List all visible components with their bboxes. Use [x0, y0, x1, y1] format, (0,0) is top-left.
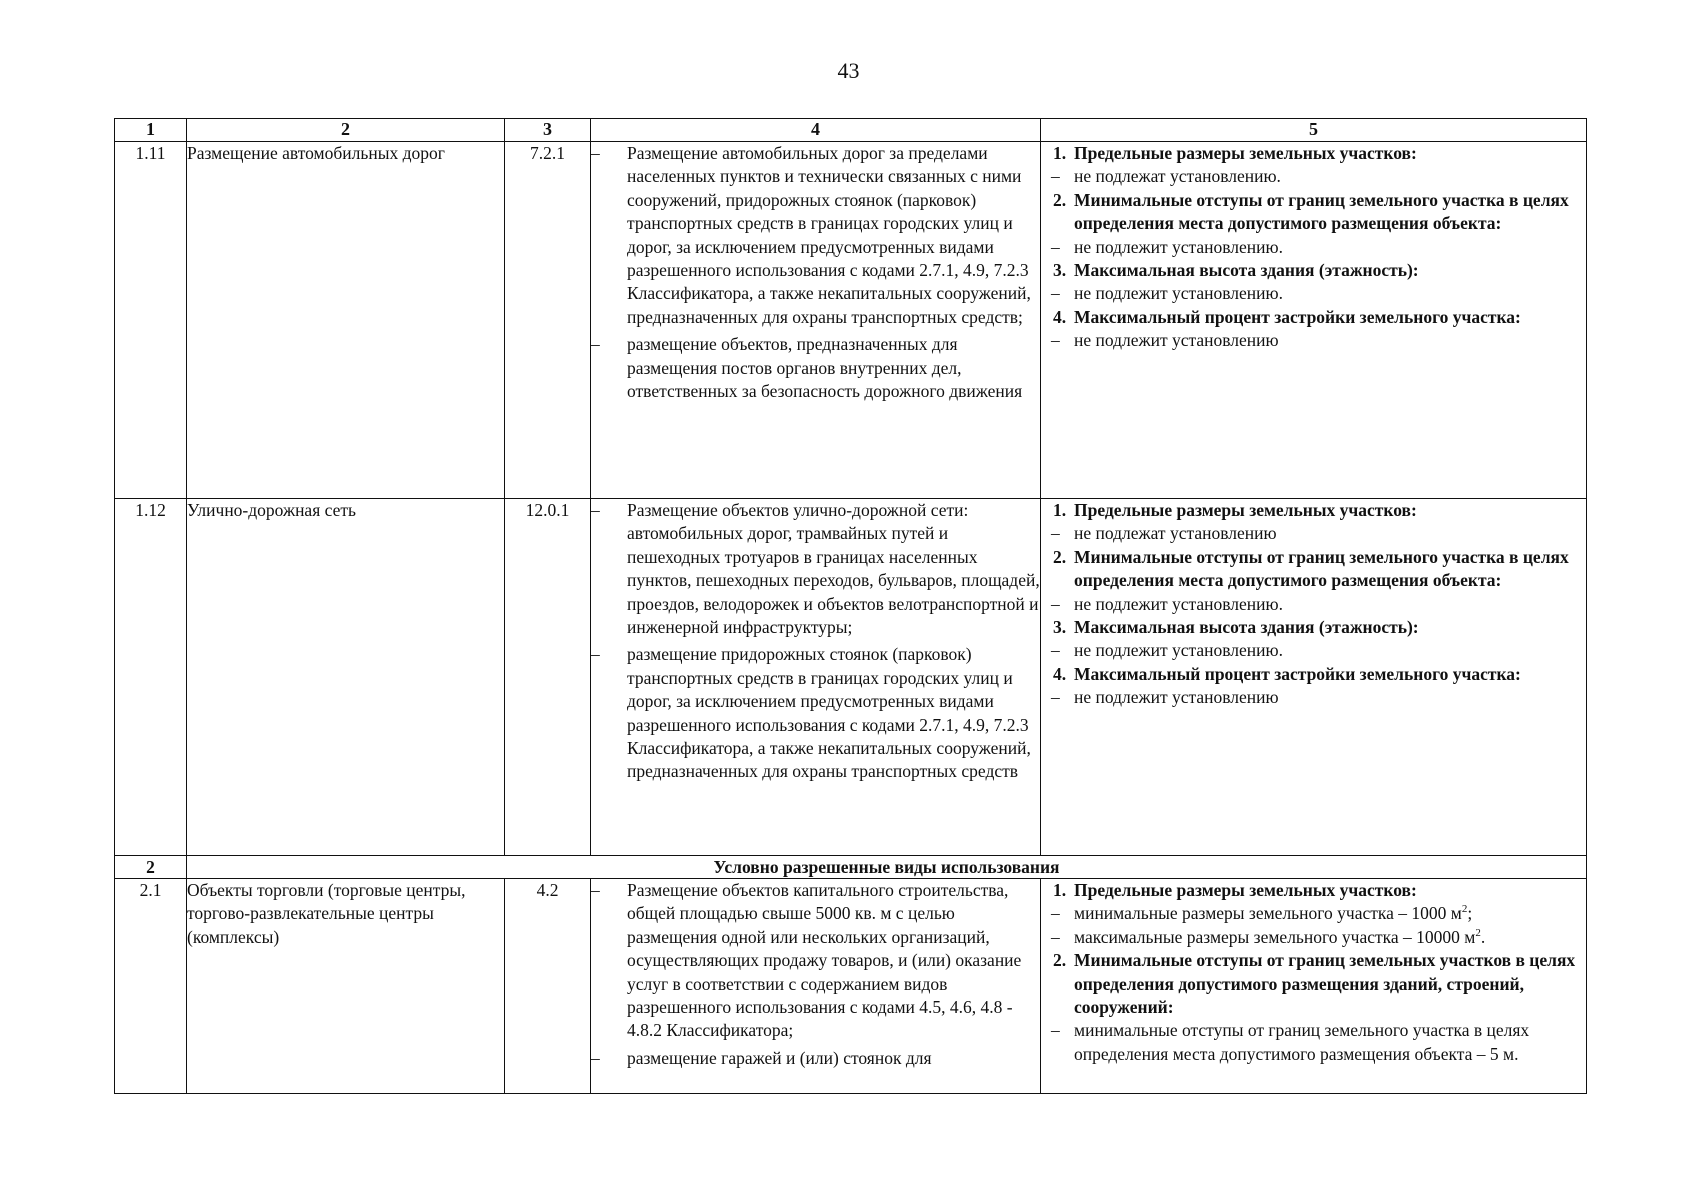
list-item: – Размещение объектов капитального строительства, общей площадью свыше 5000 кв. м с целью размещения одной или нескольких организаций, осуществляющих продажу товаров, и (или) оказание услуг в соответствии с содержанием видов разрешенного использования с кодами 4.5, 4.6, 4.8 - 4.8.2 Классификатора;: [591, 880, 1022, 1041]
param-title: 3. Максимальная высота здания (этажность):: [1053, 617, 1419, 638]
param-value: – не подлежит установлению.: [1051, 283, 1283, 304]
param-title: 2. Минимальные отступы от границ земельного участка в целях определения места допустимого размещения объекта:: [1053, 189, 1569, 234]
list-item: – размещение объектов, предназначенных для размещения постов органов внутренних дел, ответственных за безопасность дорожного движения: [591, 334, 1023, 402]
parameters: [1041, 142, 1587, 499]
use-type-code: 4.2: [505, 879, 591, 1094]
table-row: [115, 499, 1587, 856]
use-type-name: Улично-дорожная сеть: [187, 499, 505, 856]
param-value: – максимальные размеры земельного участка – 10000 $м^2$.: [1051, 926, 1486, 947]
param-value: – не подлежит установлению.: [1051, 593, 1283, 614]
section-number: 2: [115, 856, 187, 879]
param-value: – не подлежит установлению: [1051, 330, 1279, 351]
use-description: [591, 499, 1041, 856]
section-title: Условно разрешенные виды использования: [187, 856, 1587, 879]
param-value: – не подлежит установлению: [1051, 687, 1279, 708]
row-number: 2.1: [115, 879, 187, 1094]
param-title: 4. Максимальный процент застройки земельного участка:: [1053, 306, 1521, 327]
row-number: 1.12: [115, 499, 187, 856]
header-row: [115, 119, 1587, 142]
use-description: [591, 879, 1041, 1094]
row-number: 1.11: [115, 142, 187, 499]
param-value: – не подлежат установлению.: [1051, 166, 1281, 187]
header-col-3: 3: [505, 119, 591, 142]
regulations-table: [114, 118, 1587, 1094]
param-title: 2. Минимальные отступы от границ земельного участка в целях определения места допустимого размещения объекта:: [1053, 546, 1569, 591]
list-item: – Размещение объектов улично-дорожной сети: автомобильных дорог, трамвайных путей и пешеходных тротуаров в границах населенных пунктов, пешеходных переходов, бульваров, площадей, проездов, велодорожек и объектов велотранспортной и инженерной инфраструктуры;: [591, 500, 1040, 638]
param-title: 1. Предельные размеры земельных участков:: [1053, 143, 1417, 163]
use-type-name: Размещение автомобильных дорог: [187, 142, 505, 499]
parameters: [1041, 499, 1587, 856]
header-col-2: 2: [187, 119, 505, 142]
use-type-code: 12.0.1: [505, 499, 591, 856]
list-item: – размещение гаражей и (или) стоянок для: [591, 1047, 932, 1068]
header-col-4: 4: [591, 119, 1041, 142]
param-title: 4. Максимальный процент застройки земельного участка:: [1053, 663, 1521, 684]
header-col-1: 1: [115, 119, 187, 142]
param-value: – минимальные отступы от границ земельного участка в целях определения места допустимого размещения объекта – 5 м.: [1051, 1020, 1530, 1064]
param-value: – не подлежит установлению.: [1051, 236, 1283, 257]
list-item: – размещение придорожных стоянок (парковок) транспортных средств в границах городских улиц и дорог, за исключением предусмотренных видами разрешенного использования с кодами 2.7.1, 4.9, 7.2.3 Классификатора, а также некапитальных сооружений, предназначенных для охраны транспортных средств: [591, 644, 1031, 782]
param-title: 1. Предельные размеры земельных участков:: [1053, 500, 1417, 520]
param-value: – не подлежит установлению.: [1051, 640, 1283, 661]
use-type-name: Объекты торговли (торговые центры, торгово-развлекательные центры (комплексы): [187, 879, 505, 1094]
list-item: – Размещение автомобильных дорог за пределами населенных пунктов и технически связанных с ними сооружений, придорожных стоянок (парковок) транспортных средств в границах городских улиц и дорог, за исключением предусмотренных видами разрешенного использования с кодами 2.7.1, 4.9, 7.2.3 Классификатора, а также некапитальных сооружений, предназначенных для охраны транспортных средств;: [591, 143, 1031, 327]
param-title: 3. Максимальная высота здания (этажность):: [1053, 260, 1419, 281]
table-row: [115, 142, 1587, 499]
table-row: [115, 879, 1587, 1094]
section-row: [115, 856, 1587, 879]
use-type-code: 7.2.1: [505, 142, 591, 499]
header-col-5: 5: [1041, 119, 1587, 142]
parameters: [1041, 879, 1587, 1094]
use-description: [591, 142, 1041, 499]
param-value: – минимальные размеры земельного участка – 1000 $м^2$;: [1051, 903, 1473, 924]
page-number: 43: [837, 58, 860, 83]
param-title: 2. Минимальные отступы от границ земельных участков в целях определения допустимого размещения зданий, строений, сооружений:: [1053, 950, 1576, 1018]
param-title: 1. Предельные размеры земельных участков:: [1053, 880, 1417, 900]
param-value: – не подлежат установлению: [1051, 523, 1277, 544]
